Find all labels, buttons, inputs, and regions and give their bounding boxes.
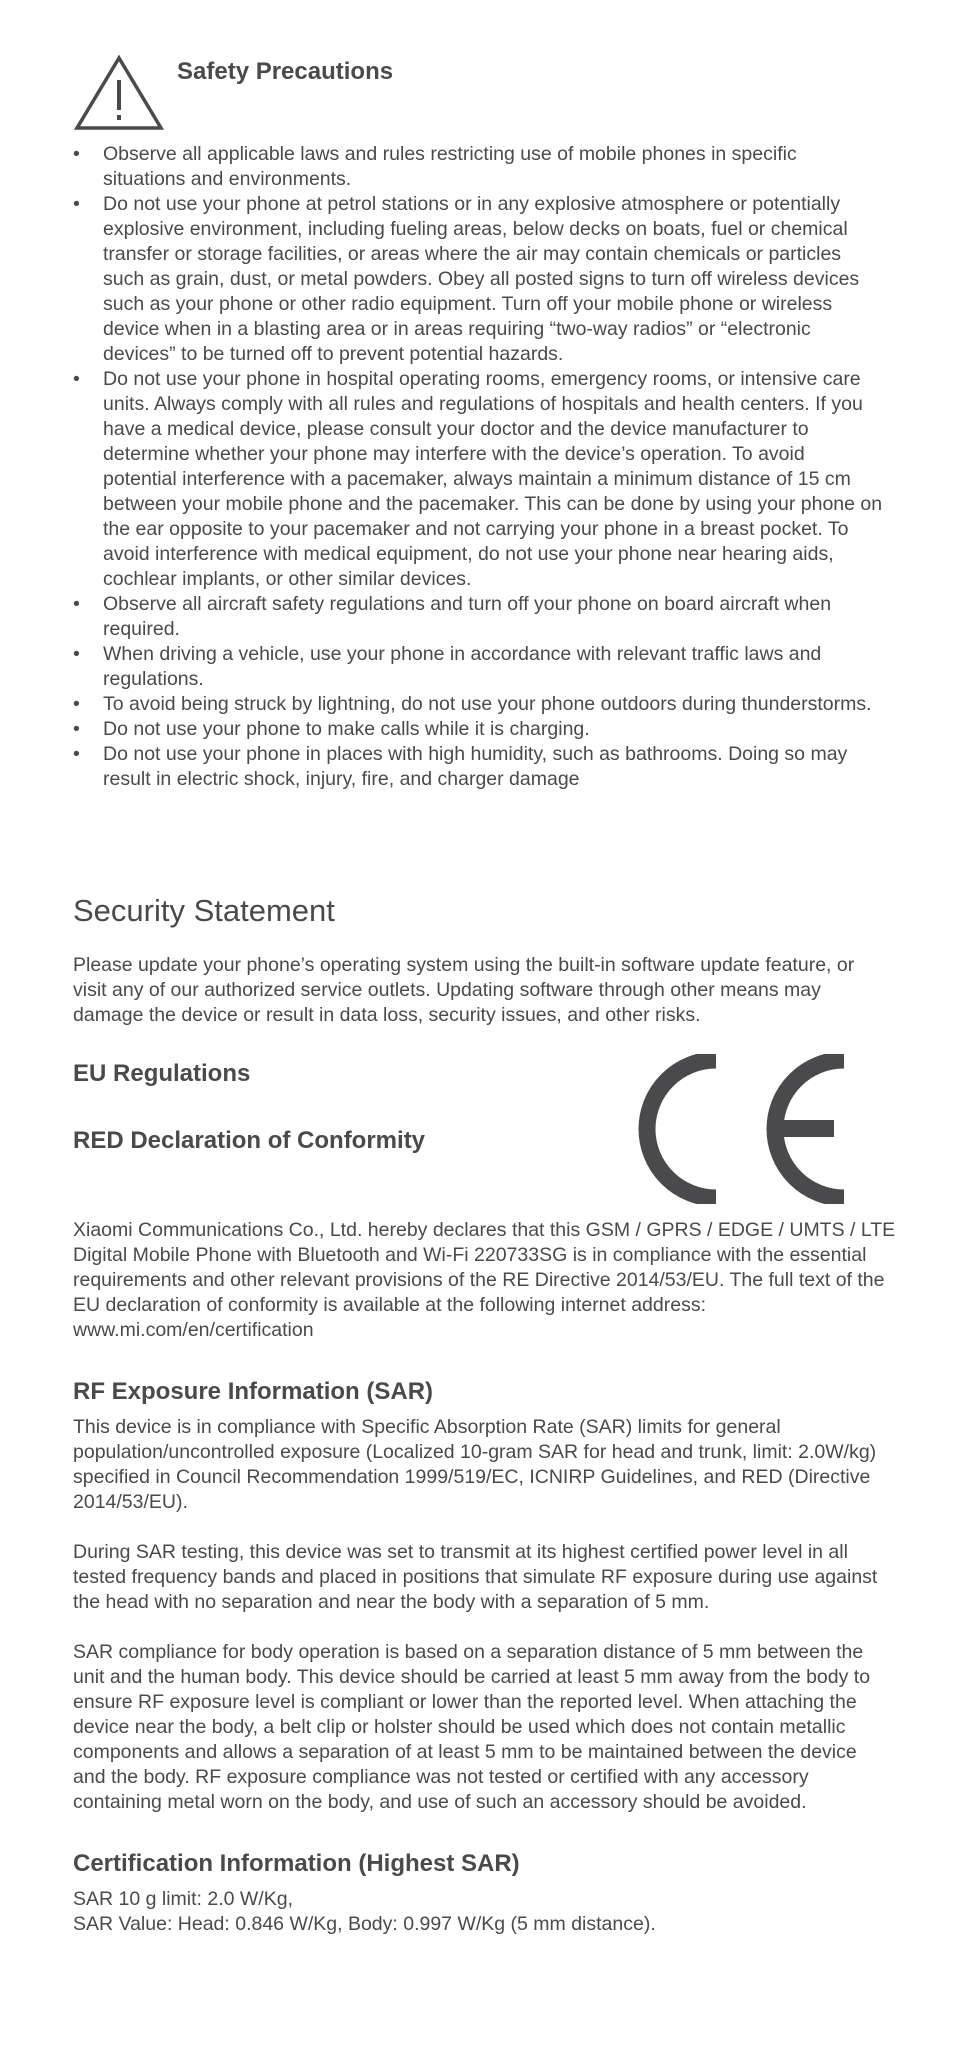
list-item: • Do not use your phone in hospital operating rooms, emergency rooms, or intensive care units. Always comply with all rules and regulations of hospitals and health centers. If you have a medical device, please consult your doctor and the device manufacturer to determine whether your phone may interfere with the device’s operation. To avoid potential interference with a pacemaker, always maintain a minimum distance of 15 cm between your mobile phone and the pacemaker. This can be done by using your phone on the ear opposite to your pacemaker and not carrying your phone in a breast pocket. To avoid interference with medical equipment, do not use your phone near hearing aids, cochlear implants, or other similar devices. [73, 367, 883, 592]
rf-paragraph: This device is in compliance with Specific Absorption Rate (SAR) limits for general population/uncontrolled exposure (Localized 10-gram SAR for head and trunk, limit: 2.0W/kg) specified in Council Recommendation 1999/519/EC, ICNIRP Guidelines, and RED (Directive 2014/53/EU). [73, 1416, 877, 1513]
red-declaration-heading: RED Declaration of Conformity [73, 1127, 426, 1154]
rf-paragraph: SAR compliance for body operation is based on a separation distance of 5 mm between the unit and the human body. This device should be carried at least 5 mm away from the body to ensure RF exposure level is compliant or lower than the reported level. When attaching the device near the body, a belt clip or holster should be used which does not contain metallic components and allows a separation of at least 5 mm to be maintained between the device and the body. RF exposure compliance was not tested or certified with any accessory containing metal worn on the body, and use of such an accessory should be avoided. [73, 1641, 871, 1813]
certification-heading: Certification Information (Highest SAR) [73, 1850, 520, 1877]
rf-exposure-body [73, 1415, 893, 1840]
safety-list [73, 142, 883, 792]
security-statement-heading: Security Statement [73, 893, 335, 928]
security-statement-text: Please update your phone’s operating system using the built-in software update feature, or visit any of our authorized service outlets. Updating software through other means may damage the device or result in data loss, security issues, and other risks. [73, 954, 855, 1026]
list-item: • Observe all applicable laws and rules restricting use of mobile phones in specific situations and environments. [73, 142, 883, 192]
rf-paragraph: During SAR testing, this device was set to transmit at its highest certified power level in all tested frequency bands and placed in positions that simulate RF exposure during use against the head with no separation and near the body with a separation of 5 mm. [73, 1541, 878, 1613]
ce-mark-logo [636, 1054, 846, 1204]
list-item: • When driving a vehicle, use your phone in accordance with relevant traffic laws and regulations. [73, 642, 883, 692]
list-item: • Do not use your phone to make calls while it is charging. [73, 717, 883, 742]
sar-limit-text: SAR 10 g limit: 2.0 W/Kg, [73, 1888, 293, 1910]
list-item: • Do not use your phone in places with high humidity, such as bathrooms. Doing so may result in electric shock, injury, fire, and charger damage [73, 742, 883, 792]
eu-regulations-heading: EU Regulations [73, 1060, 251, 1087]
declaration-text: Xiaomi Communications Co., Ltd. hereby declares that this GSM / GPRS / EDGE / UMTS / LTE Digital Mobile Phone with Bluetooth and Wi-Fi 220733SG is in compliance with the essential requirements and other relevant provisions of the RE Directive 2014/53/EU. The full text of the EU declaration of conformity is available at the following internet address: www.mi.com/en/certification [73, 1219, 896, 1341]
certification-body [73, 1887, 893, 1937]
list-item: • To avoid being struck by lightning, do not use your phone outdoors during thunderstorms. [73, 692, 883, 717]
warning-triangle-icon [73, 54, 165, 132]
safety-precautions-heading: Safety Precautions [177, 58, 394, 85]
sar-value-text: SAR Value: Head: 0.846 W/Kg, Body: 0.997 W/Kg (5 mm distance). [73, 1913, 656, 1935]
list-item: • Observe all aircraft safety regulations and turn off your phone on board aircraft when required. [73, 592, 883, 642]
rf-exposure-heading: RF Exposure Information (SAR) [73, 1378, 434, 1405]
list-item: • Do not use your phone at petrol stations or in any explosive atmosphere or potentially explosive environment, including fueling areas, below decks on boats, fuel or chemical transfer or storage facilities, or areas where the air may contain chemicals or particles such as grain, dust, or metal powders. Obey all posted signs to turn off wireless devices such as your phone or other radio equipment. Turn off your mobile phone or wireless device when in a blasting area or in areas requiring “two-way radios” or “electronic devices” to be turned off to prevent potential hazards. [73, 192, 883, 367]
